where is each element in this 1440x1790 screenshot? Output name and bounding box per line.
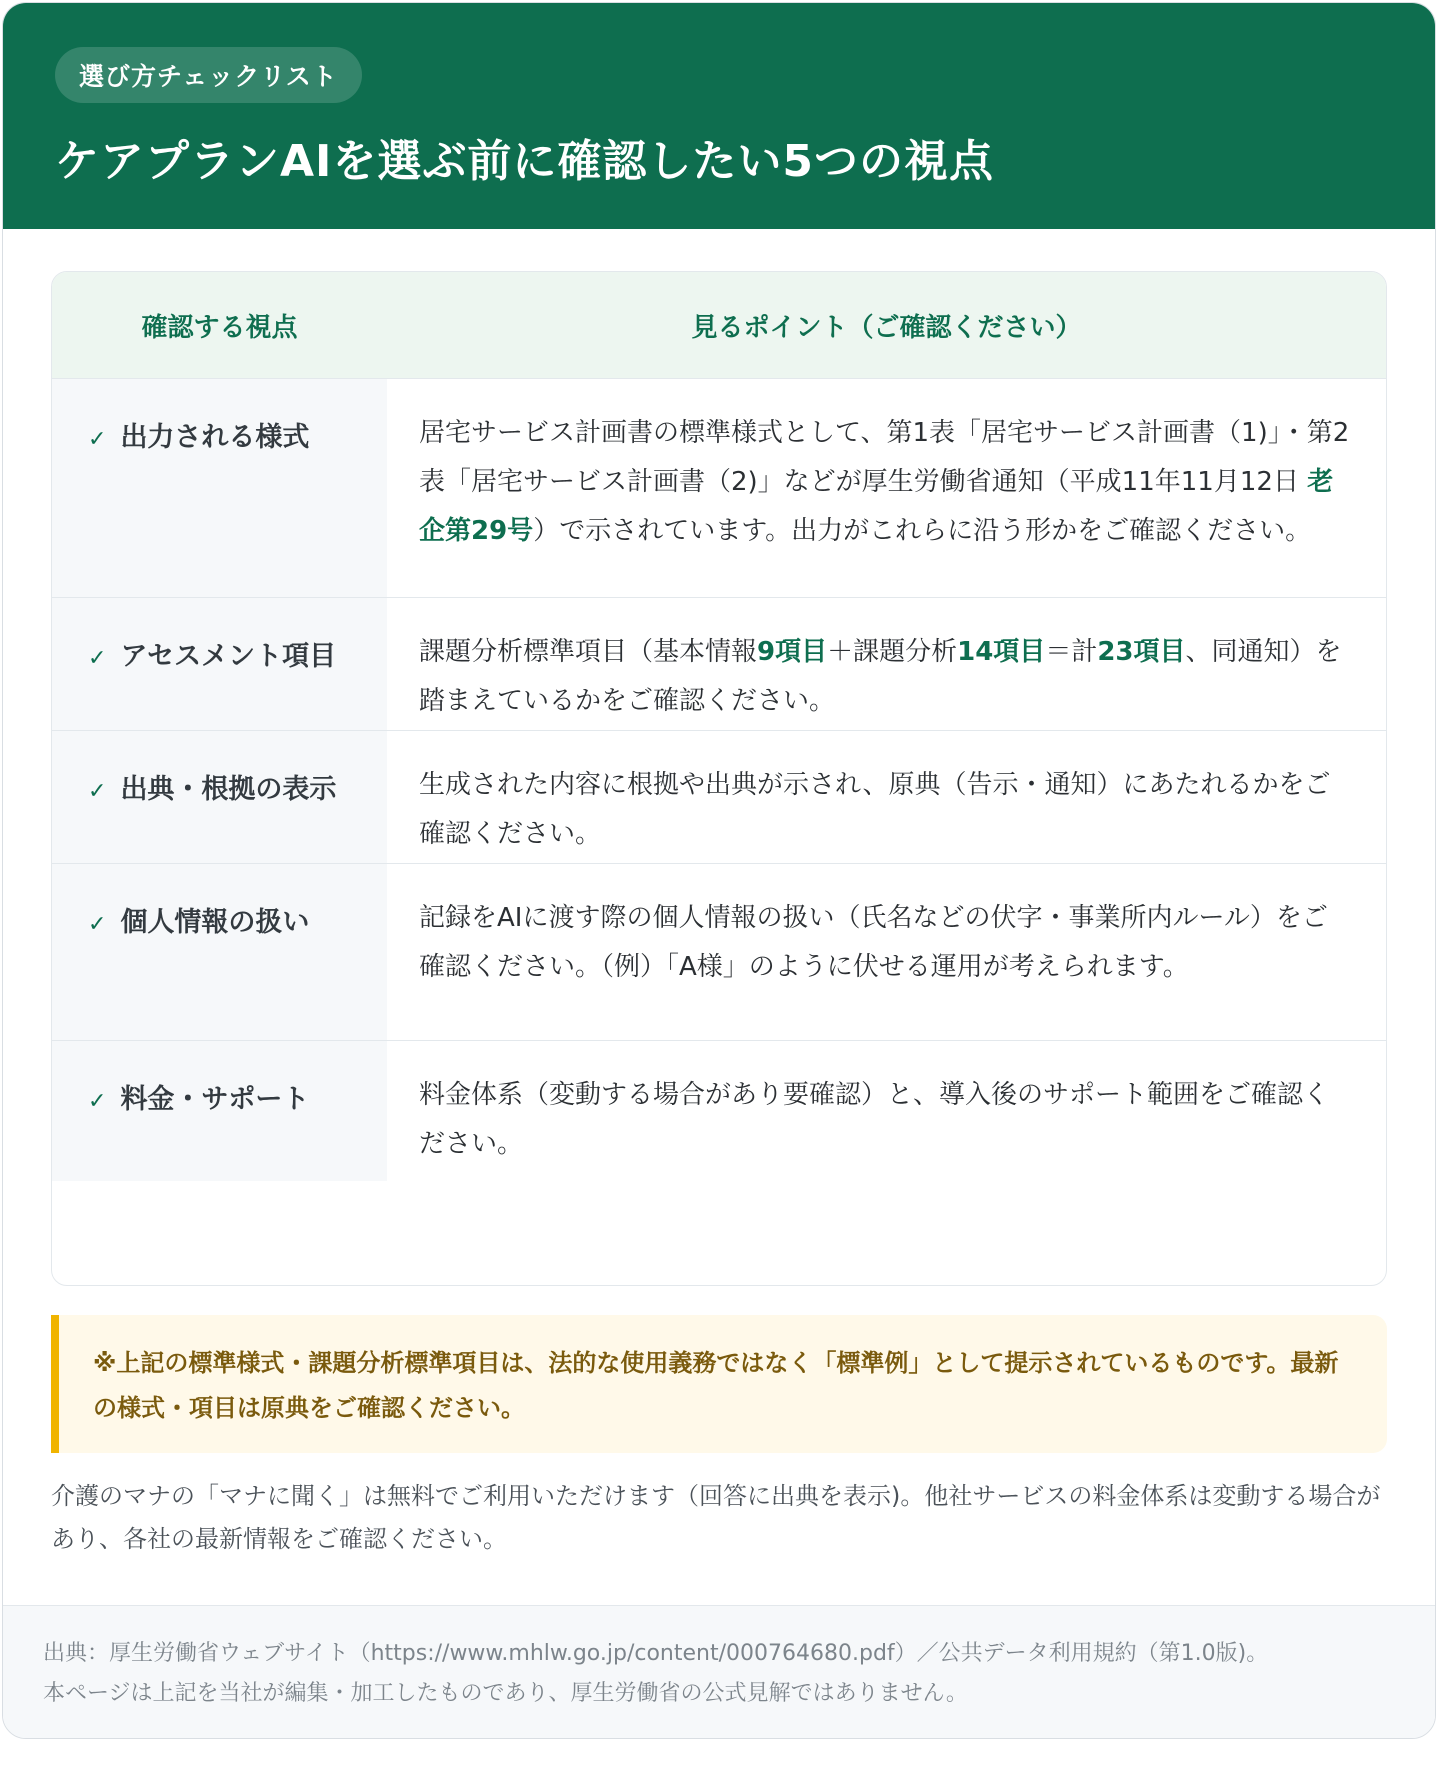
check-icon: ✓ <box>88 1089 107 1114</box>
highlight-text: 14項目 <box>957 637 1046 667</box>
row-description <box>387 1041 1386 1181</box>
service-info: 介護のマナの「マナに聞く」は無料でご利用いただけます（回答に出典を表示)。他社サービスの料金体系は変動する場合があり、各社の最新情報をご確認ください。 <box>51 1482 1381 1553</box>
highlight-text: 老企第29号 <box>419 467 1334 546</box>
row-label-cell <box>52 1041 387 1181</box>
row-label: 個人情報の扱い <box>120 907 310 938</box>
description-text: ＋課題分析 <box>827 637 958 667</box>
header <box>3 3 1435 229</box>
description-text: ＝計 <box>1045 637 1098 667</box>
check-icon: ✓ <box>88 779 107 804</box>
editorial-disclaimer: 本ページは上記を当社が編集・加工したものであり、厚生労働省の公式見解ではありません。 <box>43 1681 968 1706</box>
check-icon: ✓ <box>88 427 107 452</box>
source-citation: 出典：厚生労働省ウェブサイト（https://www.mhlw.go.jp/content/000764680.pdf）／公共データ利用規約（第1.0版)。 <box>43 1641 1269 1666</box>
header-badge: 選び方チェックリスト <box>55 47 362 103</box>
table-row <box>52 1041 1386 1181</box>
row-description <box>387 379 1386 598</box>
description-text: 記録をAIに渡す際の個人情報の扱い（氏名などの伏字・事業所内ルール）をご確認ください。（例）「A様」のように伏せる運用が考えられます。 <box>419 903 1328 982</box>
checklist-table <box>51 271 1387 1286</box>
column-header-viewpoint: 確認する視点 <box>52 272 387 379</box>
row-label: 料金・サポート <box>120 1084 310 1115</box>
highlight-text: 23項目 <box>1097 637 1186 667</box>
table-row <box>52 864 1386 1041</box>
page-title: ケアプランAIを選ぶ前に確認したい5つの視点 <box>55 136 995 187</box>
description-text: 料金体系（変動する場合があり要確認）と、導入後のサポート範囲をご確認ください。 <box>419 1080 1330 1159</box>
check-icon: ✓ <box>88 646 107 671</box>
row-label: 出典・根拠の表示 <box>120 774 337 805</box>
row-label: 出力される様式 <box>120 422 310 453</box>
row-description <box>387 731 1386 864</box>
description-text: 生成された内容に根拠や出典が示され、原典（告示・通知）にあたれるかをご確認ください。 <box>419 770 1331 849</box>
row-label-cell <box>52 864 387 1041</box>
check-icon: ✓ <box>88 912 107 937</box>
column-header-points: 見るポイント（ご確認ください） <box>387 272 1386 379</box>
row-description <box>387 598 1386 731</box>
row-label: アセスメント項目 <box>120 641 337 672</box>
disclaimer-note: ※上記の標準様式・課題分析標準項目は、法的な使用義務ではなく「標準例」として提示されているものです。最新の様式・項目は原典をご確認ください。 <box>51 1315 1387 1453</box>
highlight-text: 9項目 <box>757 637 828 667</box>
description-text: ）で示されています。出力がこれらに沿う形かをご確認ください。 <box>533 516 1312 546</box>
table-row <box>52 598 1386 731</box>
checklist-card <box>2 2 1436 1739</box>
row-label-cell <box>52 598 387 731</box>
table-row <box>52 731 1386 864</box>
row-description <box>387 864 1386 1041</box>
description-text: 課題分析標準項目（基本情報 <box>419 637 758 667</box>
table-header-row <box>52 272 1386 379</box>
description-text: 居宅サービス計画書の標準様式として、第1表「居宅サービス計画書（1)」・第2表「居宅サービス計画書（2)」などが厚生労働省通知（平成11年11月12日 <box>419 418 1350 497</box>
description-text: 、同通知）を踏まえているかをご確認ください。 <box>419 637 1342 716</box>
table-row <box>52 379 1386 598</box>
row-label-cell <box>52 731 387 864</box>
row-label-cell <box>52 379 387 598</box>
source-footer <box>3 1605 1435 1739</box>
